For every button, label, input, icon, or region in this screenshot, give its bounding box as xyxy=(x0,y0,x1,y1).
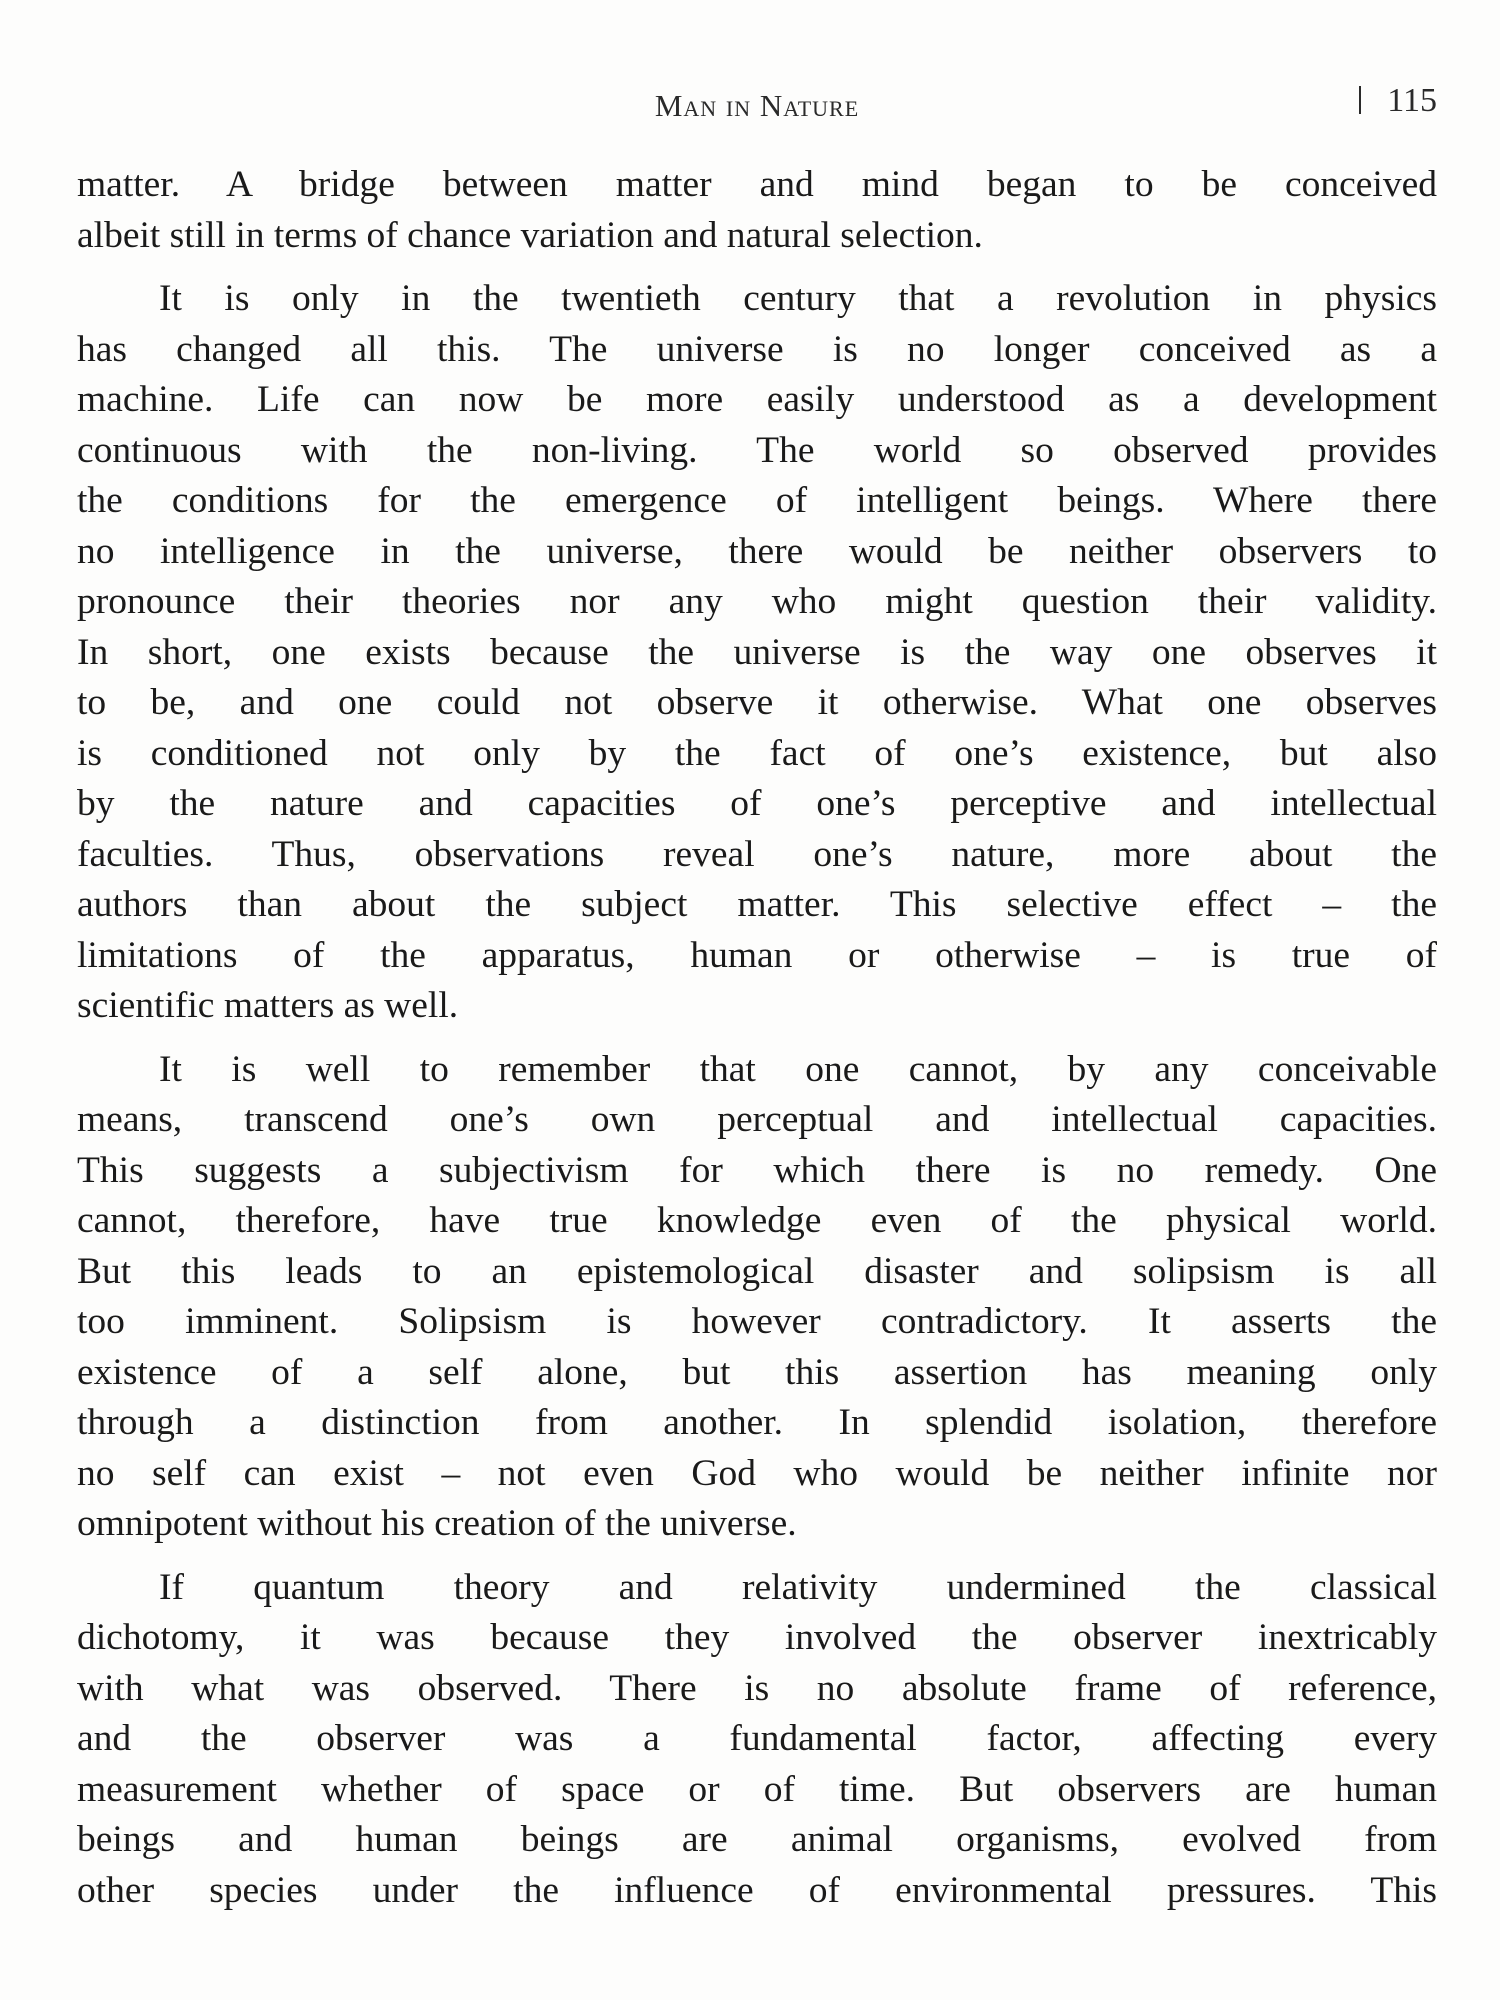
text-line: is conditioned not only by the fact of one’s existence, but also xyxy=(77,732,1437,774)
text-line: and the observer was a fundamental factor, affecting every xyxy=(77,1718,1437,1759)
text-line: It is only in the twentieth century that a revolution in physics xyxy=(159,278,1437,319)
text-line: pronounce their theories nor any who might question their validity. xyxy=(77,581,1437,622)
text-line: means, transcend one’s own perceptual and intellectual capacities. xyxy=(77,1099,1437,1140)
paragraph-3 xyxy=(77,1045,1437,1550)
text-line: other species under the influence of environmental pressures. This xyxy=(77,1869,1437,1911)
text-line: It is well to remember that one cannot, by any conceivable xyxy=(159,1048,1437,1090)
running-head: Man in Nature xyxy=(654,88,860,123)
page-header xyxy=(77,82,1437,132)
text-line: the conditions for the emergence of intelligent beings. Where there xyxy=(77,480,1437,521)
text-line: has changed all this. The universe is no longer conceived as a xyxy=(77,328,1437,370)
paragraph-1 xyxy=(77,160,1437,261)
text-line: no self can exist – not even God who would be neither infinite nor xyxy=(77,1452,1437,1494)
text-line: dichotomy, it was because they involved the observer inextricably xyxy=(77,1617,1437,1658)
text-line: continuous with the non-living. The world so observed provides xyxy=(77,429,1437,471)
text-line: omnipotent without his creation of the universe. xyxy=(77,1503,797,1544)
paragraph-4 xyxy=(77,1563,1437,1917)
text-line: authors than about the subject matter. This selective effect – the xyxy=(77,884,1437,925)
body-text xyxy=(77,160,1437,1916)
text-line: limitations of the apparatus, human or otherwise – is true of xyxy=(77,934,1437,976)
text-line: matter. A bridge between matter and mind began to be conceived xyxy=(77,164,1437,205)
text-line: with what was observed. There is no absolute frame of reference, xyxy=(77,1667,1437,1709)
text-line: measurement whether of space or of time. But observers are human xyxy=(77,1768,1437,1810)
text-line: through a distinction from another. In splendid isolation, therefore xyxy=(77,1402,1437,1443)
text-line: by the nature and capacities of one’s perceptive and intellectual xyxy=(77,783,1437,824)
text-line: machine. Life can now be more easily understood as a development xyxy=(77,379,1437,420)
page-number-block xyxy=(1359,82,1437,120)
text-line: too imminent. Solipsism is however contradictory. It asserts the xyxy=(77,1301,1437,1342)
text-line: If quantum theory and relativity undermined the classical xyxy=(159,1566,1437,1608)
text-line: faculties. Thus, observations reveal one’s nature, more about the xyxy=(77,833,1437,875)
text-line: albeit still in terms of chance variation and natural selection. xyxy=(77,214,983,256)
text-line: This suggests a subjectivism for which there is no remedy. One xyxy=(77,1149,1437,1191)
page-number: 115 xyxy=(1387,82,1437,119)
text-line: In short, one exists because the universe is the way one observes it xyxy=(77,631,1437,673)
header-divider-bar xyxy=(1359,86,1361,114)
text-line: cannot, therefore, have true knowledge even of the physical world. xyxy=(77,1200,1437,1241)
text-line: But this leads to an epistemological disaster and solipsism is all xyxy=(77,1250,1437,1292)
text-line: no intelligence in the universe, there would be neither observers to xyxy=(77,530,1437,572)
text-line: existence of a self alone, but this assertion has meaning only xyxy=(77,1351,1437,1393)
text-line: to be, and one could not observe it otherwise. What one observes xyxy=(77,682,1437,723)
text-line: scientific matters as well. xyxy=(77,985,459,1026)
paragraph-2 xyxy=(77,274,1437,1032)
text-line: beings and human beings are animal organisms, evolved from xyxy=(77,1819,1437,1860)
